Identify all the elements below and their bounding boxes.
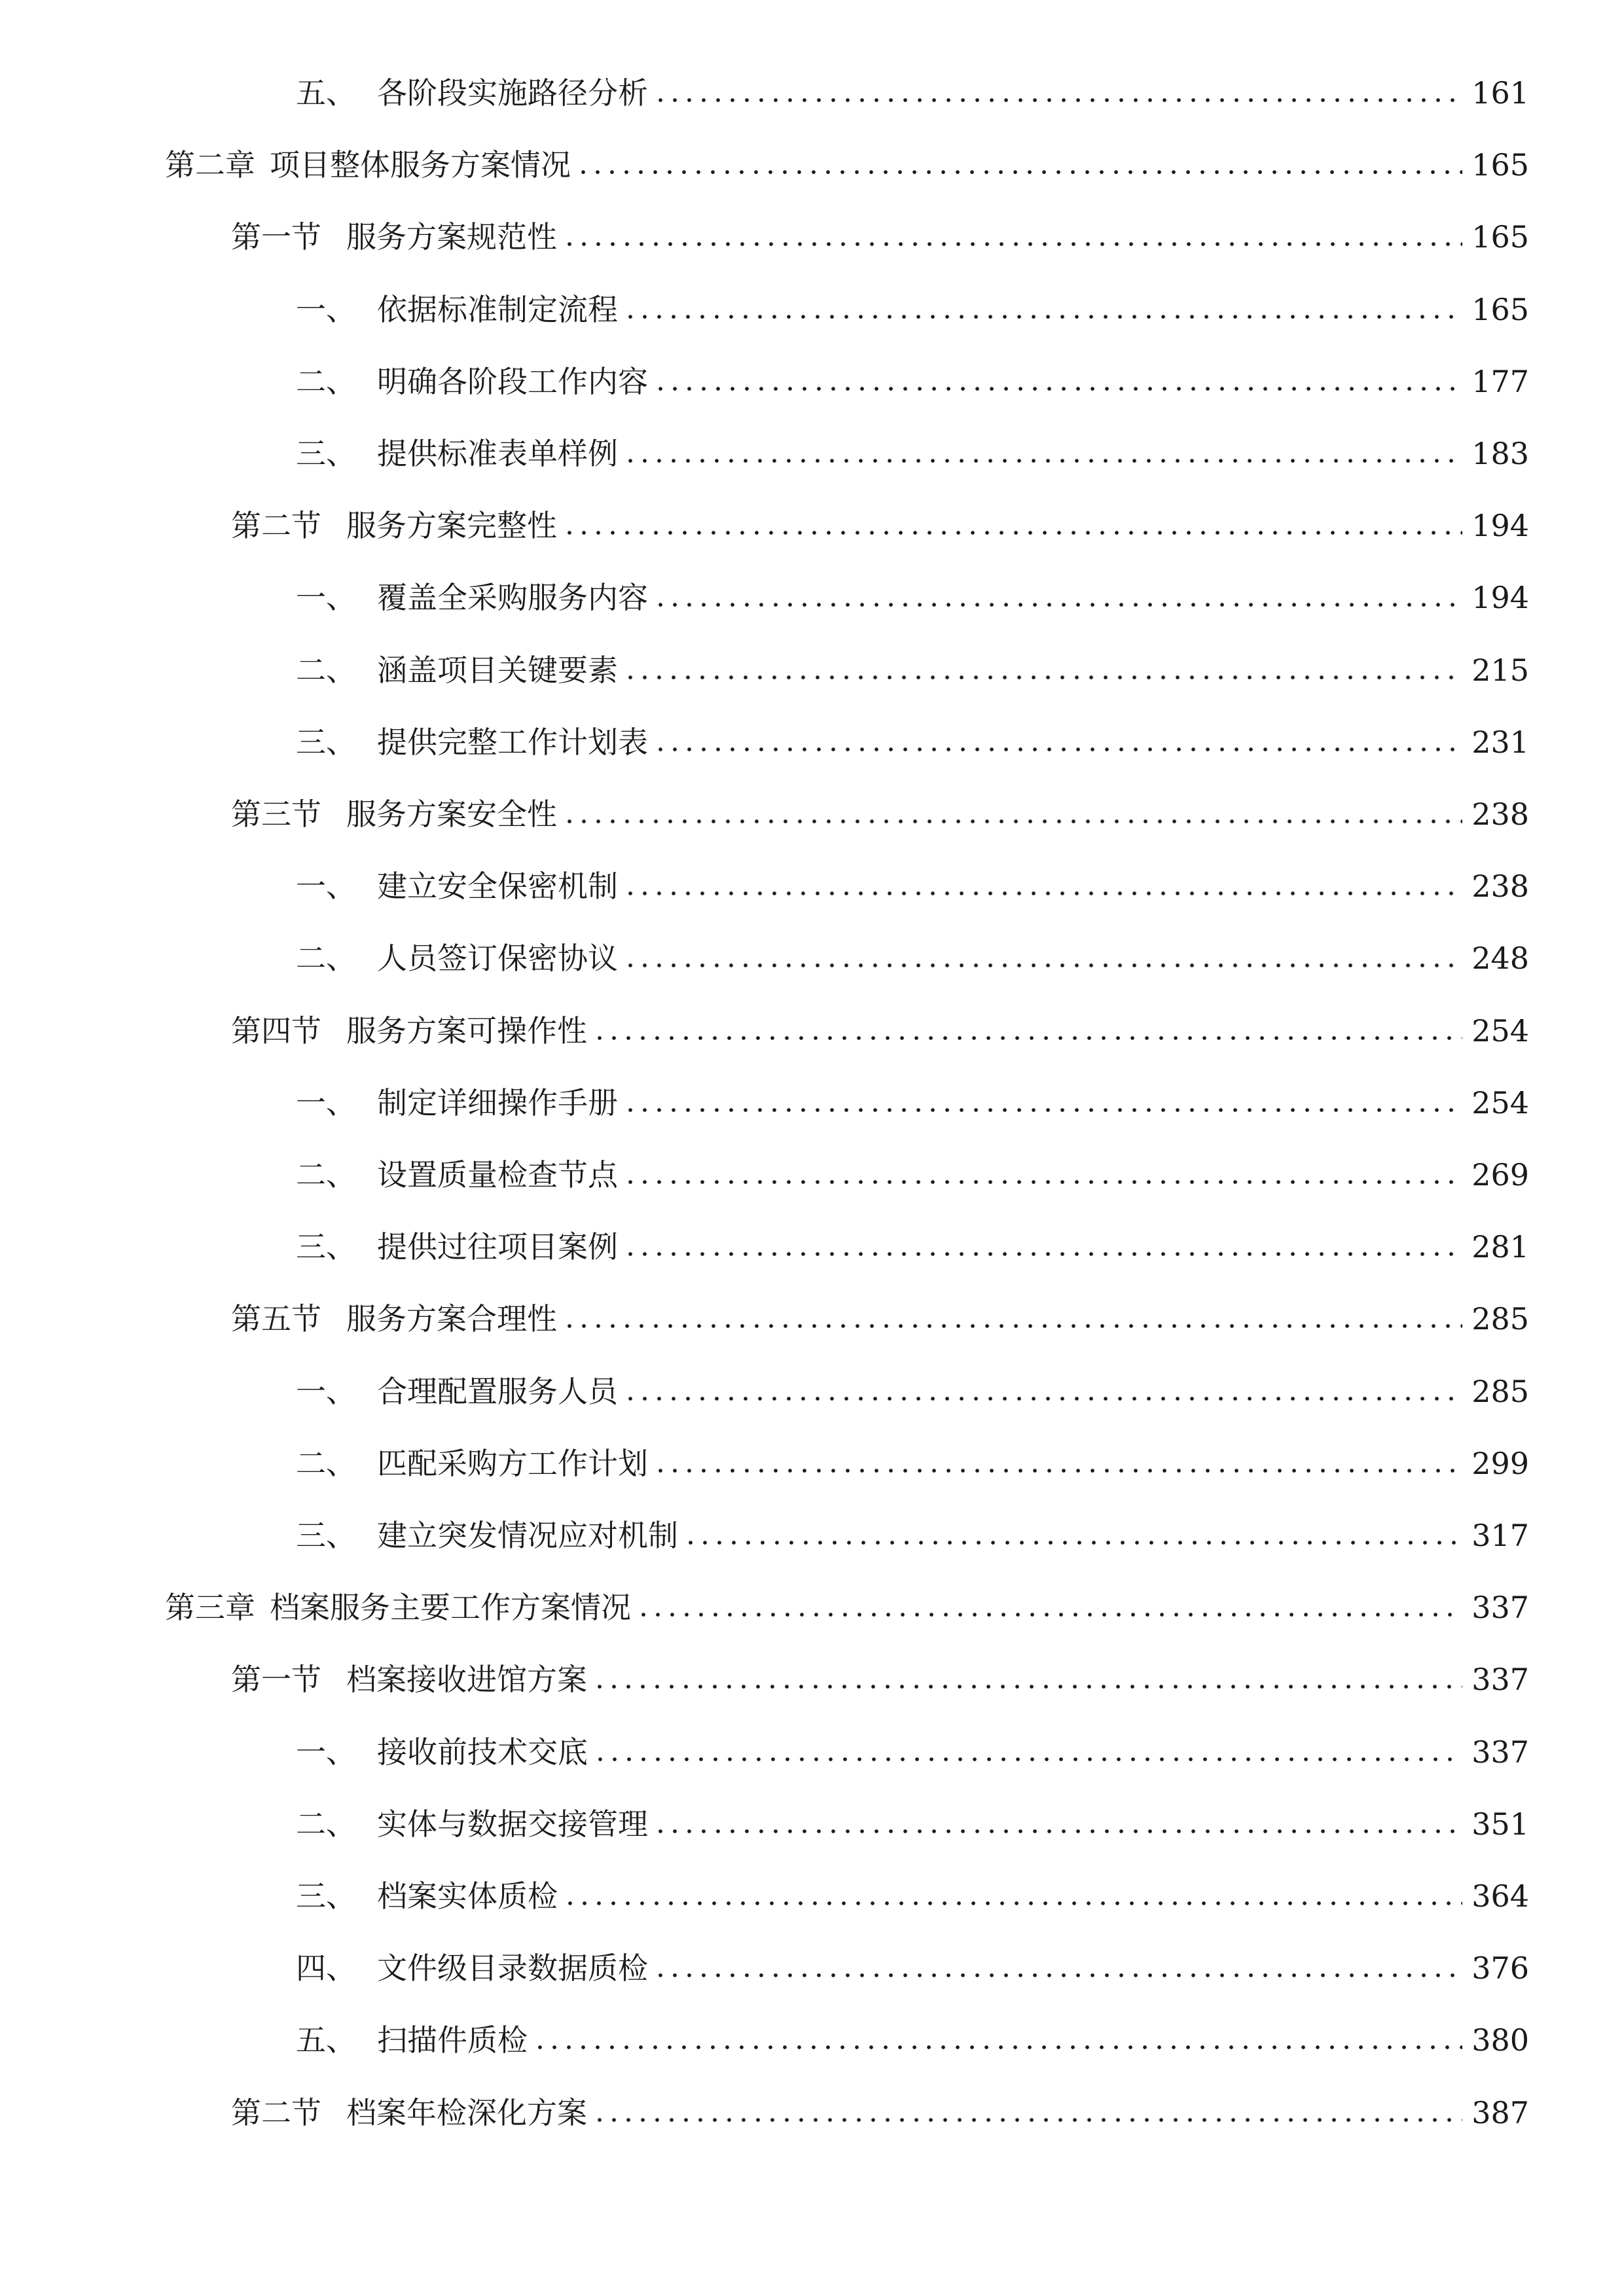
toc-dot-leader bbox=[623, 963, 1462, 967]
toc-entry-page-number: 387 bbox=[1471, 2094, 1529, 2130]
toc-entry[interactable] bbox=[296, 1437, 1529, 1490]
toc-entry-page-number: 248 bbox=[1471, 941, 1529, 977]
toc-entry[interactable] bbox=[296, 1221, 1529, 1273]
toc-dot-leader bbox=[653, 1973, 1462, 1977]
toc-entry-number: 第二节 bbox=[231, 508, 321, 544]
toc-dot-leader bbox=[623, 1252, 1462, 1256]
toc-entry-number: 一、 bbox=[296, 1085, 356, 1121]
toc-entry-number: 五、 bbox=[296, 2022, 356, 2058]
toc-entry-number: 一、 bbox=[296, 291, 356, 327]
toc-entry-number: 二、 bbox=[296, 941, 356, 977]
toc-entry-page-number: 269 bbox=[1471, 1157, 1529, 1193]
toc-entry-page-number: 337 bbox=[1471, 1590, 1529, 1626]
toc-entry-page-number: 177 bbox=[1471, 363, 1529, 399]
toc-dot-leader bbox=[533, 2045, 1462, 2049]
toc-entry-title: 服务方案安全性 bbox=[346, 797, 557, 832]
toc-entry-number: 二、 bbox=[296, 1806, 356, 1842]
toc-entry[interactable] bbox=[296, 1149, 1529, 1201]
toc-dot-leader bbox=[593, 1757, 1462, 1761]
toc-entry-page-number: 281 bbox=[1471, 1229, 1529, 1265]
toc-entry-page-number: 337 bbox=[1471, 1734, 1529, 1770]
toc-entry-title: 文件级目录数据质检 bbox=[377, 1950, 648, 1986]
toc-entry-page-number: 376 bbox=[1471, 1950, 1529, 1986]
toc-entry-title: 项目整体服务方案情况 bbox=[270, 147, 571, 183]
toc-dot-leader bbox=[683, 1541, 1462, 1545]
toc-entry[interactable] bbox=[231, 1653, 1529, 1706]
toc-dot-leader bbox=[623, 675, 1462, 679]
toc-entry-title: 覆盖全采购服务内容 bbox=[377, 580, 648, 616]
toc-entry-number: 二、 bbox=[296, 652, 356, 688]
toc-dot-leader bbox=[563, 1901, 1462, 1905]
toc-dot-leader bbox=[653, 387, 1462, 391]
toc-entry-number: 第一节 bbox=[231, 219, 321, 255]
toc-entry-title: 各阶段实施路径分析 bbox=[377, 75, 648, 111]
toc-entry-page-number: 183 bbox=[1471, 436, 1529, 471]
toc-entry-page-number: 285 bbox=[1471, 1301, 1529, 1337]
toc-entry[interactable] bbox=[231, 1293, 1529, 1345]
toc-dot-leader bbox=[636, 1613, 1462, 1617]
toc-entry-page-number: 351 bbox=[1471, 1806, 1529, 1842]
toc-entry[interactable] bbox=[296, 1077, 1529, 1129]
toc-entry-title: 接收前技术交底 bbox=[377, 1734, 588, 1770]
toc-entry-title: 设置质量检查节点 bbox=[377, 1157, 618, 1193]
toc-entry[interactable] bbox=[296, 67, 1529, 119]
toc-entry-page-number: 238 bbox=[1471, 797, 1529, 832]
toc-entry-title: 档案接收进馆方案 bbox=[346, 1662, 587, 1698]
toc-entry-page-number: 161 bbox=[1471, 75, 1529, 111]
toc-entry-number: 一、 bbox=[296, 1734, 356, 1770]
toc-entry[interactable] bbox=[296, 1509, 1529, 1562]
toc-entry-number: 一、 bbox=[296, 580, 356, 616]
toc-entry-title: 明确各阶段工作内容 bbox=[377, 363, 648, 399]
toc-entry-title: 建立安全保密机制 bbox=[377, 869, 618, 905]
toc-entry[interactable] bbox=[296, 644, 1529, 696]
toc-dot-leader bbox=[623, 1397, 1462, 1401]
toc-entry-title: 依据标准制定流程 bbox=[377, 291, 618, 327]
toc-entry[interactable] bbox=[231, 499, 1529, 552]
toc-entry-title: 服务方案完整性 bbox=[346, 508, 557, 544]
toc-entry[interactable] bbox=[296, 427, 1529, 480]
toc-entry-page-number: 194 bbox=[1471, 580, 1529, 616]
toc-entry-number: 第五节 bbox=[231, 1301, 321, 1337]
toc-entry-number: 第二节 bbox=[231, 2094, 321, 2130]
toc-entry-number: 三、 bbox=[296, 1878, 356, 1914]
toc-entry-title: 档案服务主要工作方案情况 bbox=[270, 1590, 631, 1626]
toc-entry-title: 档案年检深化方案 bbox=[346, 2094, 587, 2130]
toc-entry[interactable] bbox=[296, 1365, 1529, 1418]
toc-entry-number: 三、 bbox=[296, 724, 356, 760]
toc-entry-number: 三、 bbox=[296, 1518, 356, 1553]
toc-entry-number: 四、 bbox=[296, 1950, 356, 1986]
toc-entry[interactable] bbox=[296, 2014, 1529, 2066]
toc-entry[interactable] bbox=[296, 1726, 1529, 1778]
toc-entry-number: 三、 bbox=[296, 1229, 356, 1265]
toc-entry[interactable] bbox=[231, 1005, 1529, 1057]
toc-entry-number: 五、 bbox=[296, 75, 356, 111]
toc-dot-leader bbox=[623, 1180, 1462, 1184]
toc-dot-leader bbox=[653, 1469, 1462, 1473]
toc-dot-leader bbox=[592, 1036, 1462, 1040]
toc-entry-page-number: 299 bbox=[1471, 1445, 1529, 1481]
toc-entry-page-number: 165 bbox=[1471, 147, 1529, 183]
toc-entry-number: 一、 bbox=[296, 1373, 356, 1409]
toc-dot-leader bbox=[623, 1108, 1462, 1112]
toc-entry-title: 制定详细操作手册 bbox=[377, 1085, 618, 1121]
toc-entry-page-number: 215 bbox=[1471, 652, 1529, 688]
toc-entry[interactable] bbox=[165, 1581, 1529, 1634]
toc-entry-title: 建立突发情况应对机制 bbox=[377, 1518, 678, 1553]
toc-entry-title: 提供过往项目案例 bbox=[377, 1229, 618, 1265]
toc-entry-number: 第四节 bbox=[231, 1013, 321, 1049]
toc-entry-title: 人员签订保密协议 bbox=[377, 941, 618, 977]
toc-entry-number: 二、 bbox=[296, 1445, 356, 1481]
toc-entry-number: 二、 bbox=[296, 1157, 356, 1193]
toc-entry-page-number: 254 bbox=[1471, 1085, 1529, 1121]
toc-entry-page-number: 231 bbox=[1471, 724, 1529, 760]
toc-entry-title: 合理配置服务人员 bbox=[377, 1373, 618, 1409]
toc-dot-leader bbox=[653, 603, 1462, 607]
toc-dot-leader bbox=[623, 459, 1462, 463]
toc-entry-title: 实体与数据交接管理 bbox=[377, 1806, 648, 1842]
toc-dot-leader bbox=[592, 1685, 1462, 1689]
toc-entry-title: 档案实体质检 bbox=[377, 1878, 558, 1914]
toc-entry[interactable] bbox=[231, 211, 1529, 263]
toc-dot-leader bbox=[623, 315, 1462, 319]
toc-entry-page-number: 285 bbox=[1471, 1373, 1529, 1409]
toc-dot-leader bbox=[623, 891, 1462, 895]
toc-entry[interactable] bbox=[231, 788, 1529, 840]
toc-entry[interactable] bbox=[296, 716, 1529, 768]
toc-dot-leader bbox=[562, 242, 1462, 246]
toc-entry-page-number: 254 bbox=[1471, 1013, 1529, 1049]
toc-entry-title: 服务方案可操作性 bbox=[346, 1013, 587, 1049]
toc-dot-leader bbox=[653, 1829, 1462, 1833]
toc-entry-number: 第一节 bbox=[231, 1662, 321, 1698]
toc-entry-number: 第三节 bbox=[231, 797, 321, 832]
toc-entry[interactable] bbox=[296, 355, 1529, 408]
toc-dot-leader bbox=[562, 531, 1462, 535]
toc-entry-number: 三、 bbox=[296, 436, 356, 471]
toc-dot-leader bbox=[576, 170, 1462, 174]
toc-entry-number: 一、 bbox=[296, 869, 356, 905]
toc-entry-page-number: 194 bbox=[1471, 508, 1529, 544]
toc-entry-title: 涵盖项目关键要素 bbox=[377, 652, 618, 688]
toc-entry[interactable] bbox=[296, 571, 1529, 624]
toc-entry-number: 第三章 bbox=[165, 1590, 255, 1626]
toc-dot-leader bbox=[562, 819, 1462, 823]
toc-entry-title: 服务方案合理性 bbox=[346, 1301, 557, 1337]
toc-entry-page-number: 337 bbox=[1471, 1662, 1529, 1698]
toc-entry-title: 服务方案规范性 bbox=[346, 219, 557, 255]
toc-entry[interactable] bbox=[296, 1870, 1529, 1922]
toc-entry-page-number: 364 bbox=[1471, 1878, 1529, 1914]
toc-entry[interactable] bbox=[231, 2087, 1529, 2139]
toc-entry-title: 匹配采购方工作计划 bbox=[377, 1445, 648, 1481]
toc-entry-page-number: 317 bbox=[1471, 1518, 1529, 1553]
toc-entry[interactable] bbox=[296, 1798, 1529, 1850]
toc-entry-page-number: 238 bbox=[1471, 869, 1529, 905]
toc-entry-title: 扫描件质检 bbox=[377, 2022, 528, 2058]
toc-entry-number: 第二章 bbox=[165, 147, 255, 183]
toc-entry[interactable] bbox=[296, 860, 1529, 912]
toc-dot-leader bbox=[562, 1324, 1462, 1328]
toc-entry-title: 提供标准表单样例 bbox=[377, 436, 618, 471]
toc-dot-leader bbox=[653, 98, 1462, 102]
toc-entry[interactable] bbox=[296, 1942, 1529, 1994]
toc-entry-page-number: 165 bbox=[1471, 219, 1529, 255]
toc-entry-title: 提供完整工作计划表 bbox=[377, 724, 648, 760]
toc-dot-leader bbox=[592, 2118, 1462, 2122]
toc-entry-page-number: 380 bbox=[1471, 2022, 1529, 2058]
toc-entry[interactable] bbox=[296, 932, 1529, 984]
toc-entry-page-number: 165 bbox=[1471, 291, 1529, 327]
toc-entry[interactable] bbox=[165, 139, 1529, 191]
toc-dot-leader bbox=[653, 747, 1462, 751]
toc-entry-number: 二、 bbox=[296, 363, 356, 399]
toc-entry[interactable] bbox=[296, 283, 1529, 336]
